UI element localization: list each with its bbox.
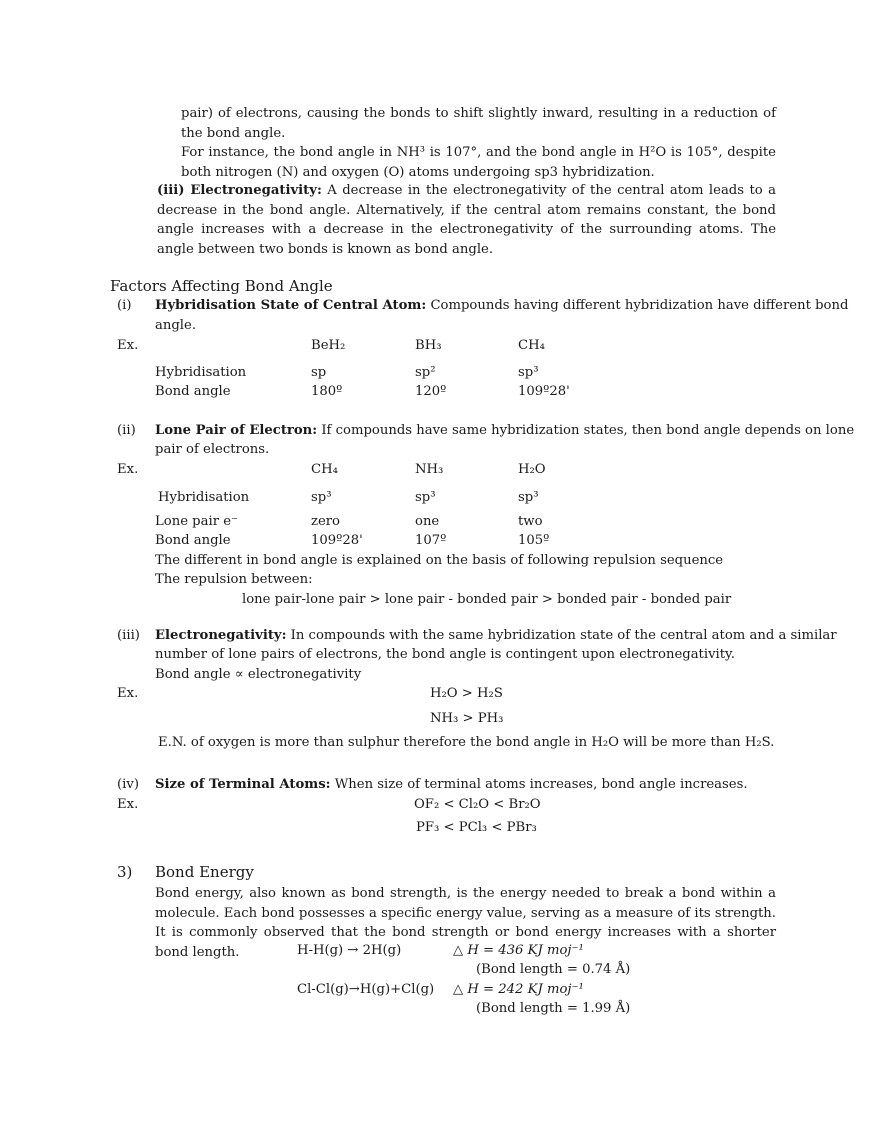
factor-i-col-2: BH₃ [415,338,442,353]
factor-ii-cell: one [415,514,440,529]
bond-energy-title: Bond Energy [155,863,254,881]
factor-ii-col-2: NH₃ [415,462,444,477]
reaction-1-enthalpy: △ H = 436 KJ moj⁻¹ [453,943,584,958]
factor-i-heading [155,298,848,313]
factor-ii-text: If compounds have same hybridization states, then bond angle depends on lone [317,423,855,438]
intro-iii-text: A decrease in the electronegativity of the central atom leads to a decrease in the bond angle. Alternatively, if the central atom remains constant, the bond angle increases with a decrease in the electronegativity of the surrounding atoms. The angle between two bonds is known as bond angle. [157,183,776,257]
factor-ii-cell: two [518,514,543,529]
factor-iii-eq-1: H₂O > H₂S [430,686,503,701]
factor-iv-label: Size of Terminal Atoms: [155,777,331,792]
intro-paragraph-2: For instance, the bond angle in NH³ is 107°, and the bond angle in H²O is 105°, despite both nitrogen (N) and oxygen (O) atoms undergoing sp3 hybridization. [181,145,776,180]
factor-i-row-label: Bond angle [155,384,231,399]
factor-i-col-3: CH₄ [518,338,545,353]
factor-ii-label: Lone Pair of Electron: [155,423,318,438]
intro-electronegativity [157,181,776,259]
factor-iii-eq-2: NH₃ > PH₃ [430,711,504,726]
factor-ii-row-label: Bond angle [155,533,231,548]
factor-ii-number: (ii) [117,423,136,438]
factor-iv-text: When size of terminal atoms increases, bond angle increases. [330,777,748,792]
factor-iii-text2: number of lone pairs of electrons, the bond angle is contingent upon electronegativity. [155,647,735,662]
intro-iii-label: (iii) Electronegativity: [157,183,322,198]
factor-iii-number: (iii) [117,628,140,643]
reaction-2-bond-length: (Bond length = 1.99 Å) [476,1001,631,1016]
factor-ii-sequence: lone pair-lone pair > lone pair - bonded pair > bonded pair - bonded pair [242,592,732,607]
factor-i-cell: sp [311,365,327,380]
factor-ii-text2: pair of electrons. [155,442,270,457]
bond-energy-number: 3) [117,863,133,881]
factor-ii-cell: sp³ [415,490,436,505]
factor-ii-row-label: Hybridisation [158,490,250,505]
factor-ii-cell: 109º28' [311,533,363,548]
factor-ii-cell: 107º [415,533,447,548]
factor-i-cell: 180º [311,384,343,399]
factor-ii-cell: sp³ [311,490,332,505]
factor-iii-text: In compounds with the same hybridization state of the central atom and a similar [286,628,837,643]
factor-iii-heading [155,628,837,643]
factor-ii-row-label: Lone pair e⁻ [155,514,238,529]
factor-i-col-1: BeH₂ [311,338,346,353]
factor-i-cell: 109º28' [518,384,570,399]
factor-i-cell: 120º [415,384,447,399]
factor-iv-heading [155,777,748,792]
factor-i-ex: Ex. [117,338,139,353]
factor-ii-cell: sp³ [518,490,539,505]
factor-iv-eq-2: PF₃ < PCl₃ < PBr₃ [416,820,537,835]
factor-ii-ex: Ex. [117,462,139,477]
reaction-2: Cl-Cl(g)→H(g)+Cl(g) [297,982,435,997]
factor-iv-ex: Ex. [117,797,139,812]
factor-i-label: Hybridisation State of Central Atom: [155,298,427,313]
factor-ii-note-2: The repulsion between: [155,572,313,587]
factor-i-number: (i) [117,298,132,313]
factor-i-row-label: Hybridisation [155,365,247,380]
factor-iv-eq-1: OF₂ < Cl₂O < Br₂O [414,797,541,812]
factors-title: Factors Affecting Bond Angle [110,277,333,295]
factor-ii-note-1: The different in bond angle is explained on the basis of following repulsion sequence [155,553,724,568]
factor-ii-col-1: CH₄ [311,462,338,477]
reaction-2-enthalpy: △ H = 242 KJ moj⁻¹ [453,982,584,997]
factor-i-text2: angle. [155,318,197,333]
reaction-1: H-H(g) → 2H(g) [297,943,402,958]
bond-energy-paragraph: Bond energy, also known as bond strength, is the energy needed to break a bond within a molecule. Each bond possesses a specific energy value, serving as a measure of its strength. It is commonly observed that the bond strength or bond energy increases with a shorter bond length. [155,886,776,960]
factor-iv-number: (iv) [117,777,139,792]
factor-iii-ex: Ex. [117,686,139,701]
factor-iii-relation: Bond angle ∝ electronegativity [155,667,362,682]
reaction-1-bond-length: (Bond length = 0.74 Å) [476,962,631,977]
factor-i-text: Compounds having different hybridization have different bond [426,298,849,313]
factor-ii-col-3: H₂O [518,462,546,477]
factor-ii-cell: 105º [518,533,550,548]
factor-ii-heading [155,423,854,438]
factor-ii-cell: zero [311,514,340,529]
factor-iii-label: Electronegativity: [155,628,287,643]
intro-paragraph-1: pair) of electrons, causing the bonds to shift slightly inward, resulting in a reduction of the bond angle. [181,106,776,141]
factor-i-cell: sp³ [518,365,539,380]
factor-i-cell: sp² [415,365,436,380]
factor-iii-conclusion: E.N. of oxygen is more than sulphur therefore the bond angle in H₂O will be more than H₂S. [158,735,775,750]
